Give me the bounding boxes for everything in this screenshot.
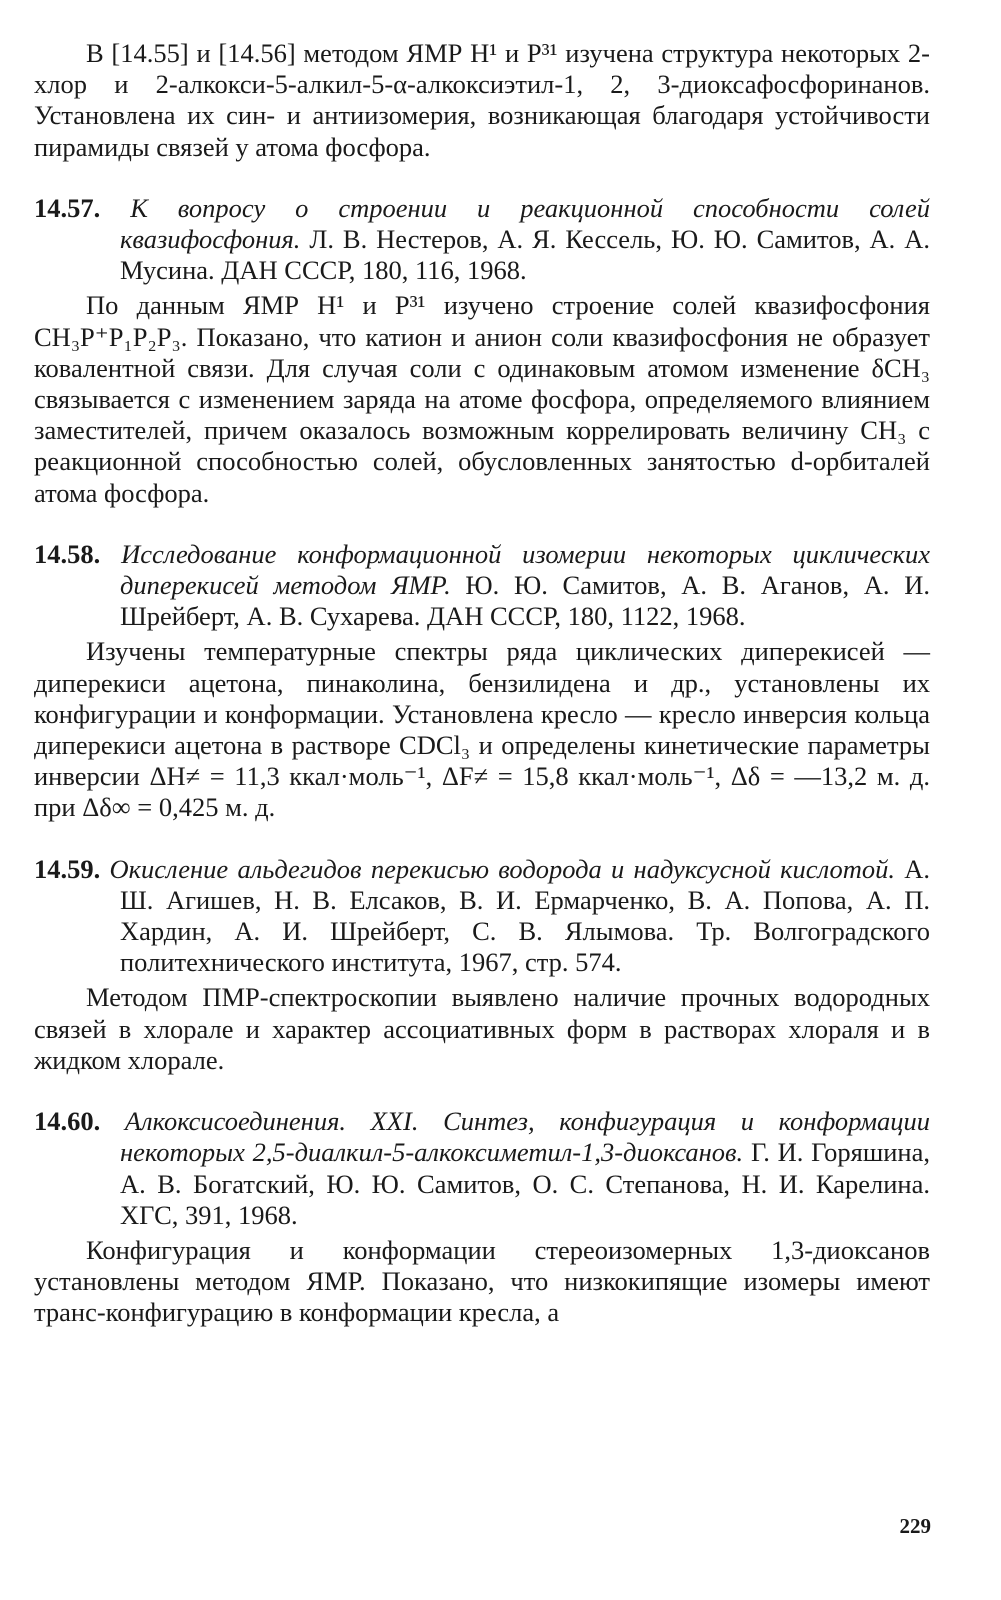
entry-title: Исследование конформационной изомерии некоторых циклических диперекисей методом ЯМР.: [120, 538, 931, 601]
entry-citation: Г. И. Горяшина, А. В. Богатский, Ю. Ю. Самитов, О. С. Степанова, Н. И. Карелина. ХГС, 391, 1968.: [120, 1137, 930, 1230]
entry-number: 14.57.: [34, 192, 101, 223]
entry-number: 14.59.: [34, 853, 101, 884]
entry-14-60: [34, 1106, 930, 1328]
entry-number: 14.60.: [34, 1106, 101, 1137]
entry-reference: [22, 539, 930, 633]
page-number: 229: [899, 1514, 931, 1538]
entry-citation: Л. В. Нестеров, А. Я. Кессель, Ю. Ю. Самитов, А. А. Мусина. ДАН СССР, 180, 116, 1968.: [120, 224, 930, 286]
entry-title: К вопросу о строении и реакционной способности солей квазифосфония.: [120, 192, 931, 255]
intro-paragraph: В [14.55] и [14.56] методом ЯМР H¹ и P³¹ изучена структура некоторых 2-хлор и 2-алкокси-5-алкил-5-α-алкоксиэтил-1, 2, 3-диоксафосфоринанов. Установлена их син- и антиизомерия, возникающая благодаря устойчивости пирамиды связей у атома фосфора.: [34, 38, 930, 162]
entry-reference: [22, 193, 930, 287]
page-body: [34, 38, 930, 1329]
entry-abstract: По данным ЯМР H¹ и P³¹ изучено строение солей квазифосфония CH₃P⁺P₁P₂P₃. Показано, что катион и анион соли квазифосфония не образует ковалентной связи. Для случая соли с одинаковым атомом изменение δCH₃ связывается с изменением заряда на атоме фосфора, определяемого влиянием заместителей, причем оказалось возможным коррелировать величину CH₃ с реакционной способностью солей, обусловленных занятостью d-орбиталей атома фосфора.: [34, 290, 930, 508]
entry-title: Алкоксисоединения. XXI. Синтез, конфигурация и конформации некоторых 2,5-диалкил-5-алкоксиметил-1,3-диоксанов.: [120, 1106, 930, 1168]
entry-number: 14.58.: [34, 538, 101, 569]
entry-title: Окисление альдегидов перекисью водорода и надуксусной кислотой.: [109, 853, 895, 884]
entry-14-59: [34, 854, 930, 1076]
entry-abstract: Конфигурация и конформации стереоизомерных 1,3-диоксанов установлены методом ЯМР. Показано, что низкокипящие изомеры имеют транс-конфигурацию в конформации кресла, а: [34, 1234, 930, 1328]
entry-citation: Ю. Ю. Самитов, А. В. Аганов, А. И. Шрейберт, А. В. Сухарева. ДАН СССР, 180, 1122, 1968.: [120, 570, 930, 632]
entry-reference: [22, 854, 930, 979]
entry-abstract: Методом ПМР-спектроскопии выявлено наличие прочных водородных связей в хлорале и характер ассоциативных форм в растворах хлораля и в жидком хлорале.: [34, 982, 930, 1075]
entry-14-57: [34, 193, 930, 509]
entry-reference: [22, 1106, 930, 1231]
entry-abstract: Изучены температурные спектры ряда циклических диперекисей — диперекиси ацетона, пинаколина, бензилидена и др., установлены их конфигурации и конформации. Установлена кресло — кресло инверсия кольца диперекиси ацетона в растворе CDCl₃ и определены кинетические параметры инверсии ΔH≠ = 11,3 ккал·моль⁻¹, ΔF≠ = 15,8 ккал·моль⁻¹, Δδ = —13,2 м. д. при Δδ∞ = 0,425 м. д.: [34, 636, 930, 823]
entry-14-58: [34, 539, 930, 824]
entry-citation: А. Ш. Агишев, Н. В. Елсаков, В. И. Ермарченко, В. А. Попова, А. П. Хардин, А. И. Шрейберт, С. В. Ялымова. Тр. Волгоградского политехнического института, 1967, стр. 574.: [120, 853, 930, 978]
